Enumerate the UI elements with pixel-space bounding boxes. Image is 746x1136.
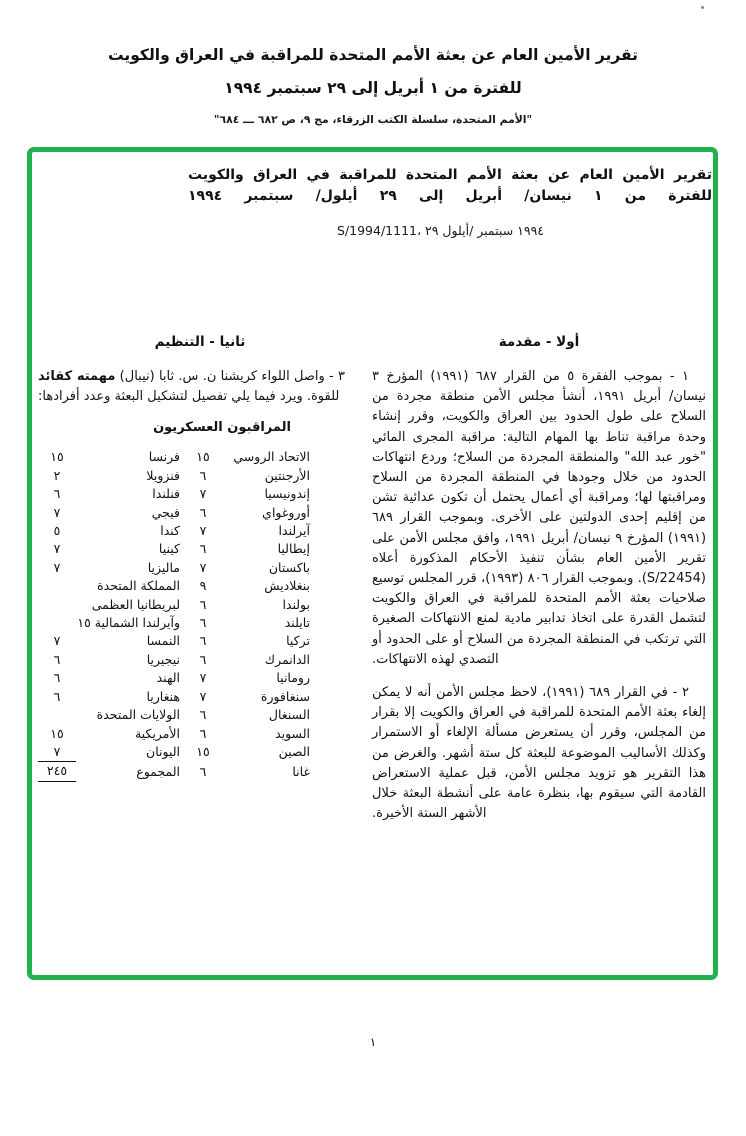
country-name-cell: لبريطانيا العظمى	[91, 596, 180, 612]
observer-count-cell	[38, 577, 76, 595]
observer-count-cell: ٩	[199, 578, 207, 594]
observer-count-cell: ٦	[53, 688, 61, 704]
country-name-cell: تركيا	[286, 633, 310, 649]
country-name-cell: فرنسا	[148, 449, 180, 465]
country-name-cell: فنزويلا	[146, 467, 180, 483]
observer-count-cell: ٧	[199, 559, 207, 575]
section-introduction	[372, 334, 706, 837]
country-name-cell: الصين	[278, 744, 310, 760]
observer-count-cell: ٧	[199, 523, 207, 539]
table-row	[38, 762, 310, 781]
country-name-cell: تايلند	[284, 615, 310, 631]
table-row	[38, 448, 310, 466]
military-observers-table-body	[38, 448, 310, 781]
country-name-cell: إيطاليا	[277, 541, 310, 557]
observer-count-cell: ٦	[199, 504, 207, 520]
observer-count-cell: ١٥	[196, 449, 210, 465]
table-row	[38, 614, 310, 632]
observer-count-cell: ١٥	[196, 744, 210, 760]
document-symbol-date: S/1994/1111، ٢٩‎ أيلول‎/ سبتمبر‎ ١٩٩٤	[337, 223, 545, 238]
header-source-line: "الأمم المتحدة، سلسلة الكتب الزرقاء، مج ٩، ص ٦٨٢ ـــ ٦٨٤"	[213, 113, 533, 126]
observer-count-cell	[38, 596, 76, 614]
table-row	[38, 743, 310, 762]
report-frame	[27, 147, 718, 980]
header-title-line2: للفترة من ١ أبريل إلى ٢٩ سبتمبر ١٩٩٤	[224, 79, 522, 97]
country-name-cell: المملكة المتحدة	[97, 578, 180, 594]
observer-count-cell: ٦	[53, 486, 61, 502]
observer-count-cell: ١٥	[50, 725, 64, 741]
table-row	[38, 632, 310, 650]
report-title-line2: للفترة من ١ نيسان/ أبريل إلى ٢٩ أيلول/ سبتمبر ١٩٩٤	[188, 188, 712, 204]
report-title-line1: تقرير الأمين العام عن بعثة الأمم المتحدة للمراقبة في العراق والكويت	[188, 167, 712, 183]
paragraph-3-text: ٣ - واصل اللواء كريشنا ن. س. ثابا (نيبال)	[115, 369, 345, 384]
paragraph-3-bold-text: مهمته كقائد	[38, 369, 116, 384]
paragraph-1: ١ - بموجب الفقرة ٥ من القرار ٦٨٧ (١٩٩١) المؤرخ ٣ نيسان/ أبريل ١٩٩١، أنشأ مجلس الأمن منطقة مجردة من السلاح على طول الحدود بين العراق والكويت، وقرر إنشاء وحدة مراقبة تناط بها المهام التالية: مراقبة المجرى المائي "خور عبد الله" والمنطقة المجردة من السلاح؛ وردع انتهاكات الحدود من خلال وجودها في المنطقة المجردة من السلاح ومراقبتها لها؛ ومراقبة أي أعمال يحتمل أن تكون عدائية تشن من إقليم إحدى الدولتين على الأخرى. وبموجب القرار ٦٨٩ (١٩٩١) المؤرخ ٩ نيسان/ أبريل ١٩٩١، وافق مجلس الأمن على تقرير الأمين العام بشأن تنفيذ الأحكام المذكورة أعلاه (S/22454). وبموجب القرار ٨٠٦ (١٩٩٣)، قرر المجلس توسيع صلاحيات بعثة الأمم المتحدة للمراقبة في العراق والكويت لتشمل القدرة على اتخاذ تدابير مادية لمنع الانتهاكات الصغيرة التي ترتكب في المنطقة المجردة من السلاح أو على الحدود أو التصدي لهذه الانتهاكات.	[372, 369, 707, 667]
country-name-cell: اليونان	[146, 744, 180, 760]
country-name-cell: باكستان	[268, 559, 310, 575]
observer-count-cell: ٧	[53, 633, 61, 649]
country-name-cell: الأمريكية	[134, 725, 180, 741]
country-name-cell: الولايات المتحدة	[96, 707, 180, 723]
page-number: ١	[369, 1035, 377, 1049]
header-title-line1: تقرير الأمين العام عن بعثة الأمم المتحدة للمراقبة في العراق والكويت	[107, 46, 639, 64]
two-column-body	[38, 334, 706, 837]
observer-count-cell	[38, 706, 76, 724]
table-row	[38, 522, 310, 540]
observer-count-cell: ٦	[199, 467, 207, 483]
observer-count-cell: ٦	[199, 633, 207, 649]
table-row	[38, 725, 310, 743]
country-name-cell: هنغاريا	[146, 688, 180, 704]
country-name-cell: وآيرلندا الشمالية ١٥	[77, 615, 180, 631]
country-name-cell: آيرلندا	[278, 523, 310, 539]
observer-count-cell: ٧	[199, 486, 207, 502]
report-title	[188, 165, 712, 207]
country-name-cell: كينيا	[158, 541, 180, 557]
table-row	[38, 467, 310, 485]
table-row	[38, 706, 310, 724]
country-name-cell: غانا	[292, 763, 310, 779]
table-row	[38, 577, 310, 595]
table-row	[38, 504, 310, 522]
observer-count-cell: ٧	[199, 688, 207, 704]
country-name-cell: بولندا	[282, 596, 310, 612]
observer-count-cell: ٦	[199, 651, 207, 667]
table-row	[38, 651, 310, 669]
table-row	[38, 540, 310, 558]
observer-count-cell: ٦	[199, 596, 207, 612]
country-name-cell: فيجي	[151, 504, 180, 520]
observer-count-cell: ٦	[53, 670, 61, 686]
observer-count-cell: ٦	[199, 763, 207, 779]
observer-count-cell: ٦	[199, 707, 207, 723]
page-header	[0, 44, 746, 127]
observer-count-cell: ١٥	[50, 449, 64, 465]
paragraph-3	[38, 367, 362, 407]
country-name-cell: السويد	[275, 725, 310, 741]
observer-count-cell: ٧	[199, 670, 207, 686]
scan-artifact-dot	[701, 6, 704, 9]
country-name-cell: ماليزيا	[147, 559, 180, 575]
table-row	[38, 559, 310, 577]
country-name-cell: الاتحاد الروسي	[233, 449, 310, 465]
country-name-cell: بنغلاديش	[264, 578, 310, 594]
introduction-heading: أولا - مقدمة	[498, 334, 580, 350]
table-row	[38, 688, 310, 706]
table-row	[38, 596, 310, 614]
paragraph-3-text-cont: للقوة. ويرد فيما يلي تفصيل لتشكيل البعثة وعدد أفرادها:	[38, 389, 340, 405]
table-row	[38, 485, 310, 503]
observer-count-cell: ٦	[199, 541, 207, 557]
country-name-cell: الدانمرك	[264, 651, 310, 667]
military-observers-heading: المراقبون العسكريون	[153, 420, 291, 436]
observer-count-cell: ٥	[53, 523, 61, 539]
observer-count-cell	[38, 614, 76, 632]
country-name-cell: المجموع	[136, 763, 180, 779]
observer-count-cell: ٦	[199, 725, 207, 741]
country-name-cell: إندونيسيا	[264, 486, 310, 502]
country-name-cell: السنغال	[268, 707, 310, 723]
country-name-cell: نيجيريا	[146, 651, 180, 667]
country-name-cell: الهند	[156, 670, 180, 686]
observer-count-cell: ٧	[53, 559, 61, 575]
country-name-cell: سنغافورة	[260, 688, 310, 704]
observer-count-cell: ٦	[53, 651, 61, 667]
country-name-cell: النمسا	[146, 633, 180, 649]
military-observers-table	[38, 448, 310, 781]
paragraph-2: ٢ - في القرار ٦٨٩ (١٩٩١)، لاحظ مجلس الأمن أنه لا يمكن إلغاء بعثة الأمم المتحدة للمراقبة في العراق والكويت إلا بقرار من المجلس، وقرر أن يستعرض مسألة الإلغاء أو الاستمرار وكذلك الأساليب الموضوعة للبعثة كل ستة أشهر. والغرض من هذا التقرير هو تزويد مجلس الأمن، قبل عملية الاستعراض القادمة التي سيقوم بها، بنظرة عامة على أنشطة البعثة خلال الأشهر الستة الأخيرة.	[372, 685, 706, 822]
table-row	[38, 669, 310, 687]
organization-heading: ثانيا - التنظيم	[154, 334, 246, 350]
country-name-cell: أوروغواي	[262, 504, 310, 520]
country-name-cell: رومانيا	[276, 670, 310, 686]
country-name-cell: الأرجنتين	[264, 467, 310, 483]
observer-count-cell: ٧	[53, 743, 61, 759]
country-name-cell: كندا	[160, 523, 180, 539]
observer-count-cell: ٢٤٥	[38, 762, 76, 781]
observer-count-cell: ٦	[199, 615, 207, 631]
section-organization	[38, 334, 362, 837]
country-name-cell: فنلندا	[152, 486, 180, 502]
observer-count-cell: ٧	[53, 504, 61, 520]
observer-count-cell: ٧	[53, 541, 61, 557]
observer-count-cell: ٢	[53, 467, 61, 483]
